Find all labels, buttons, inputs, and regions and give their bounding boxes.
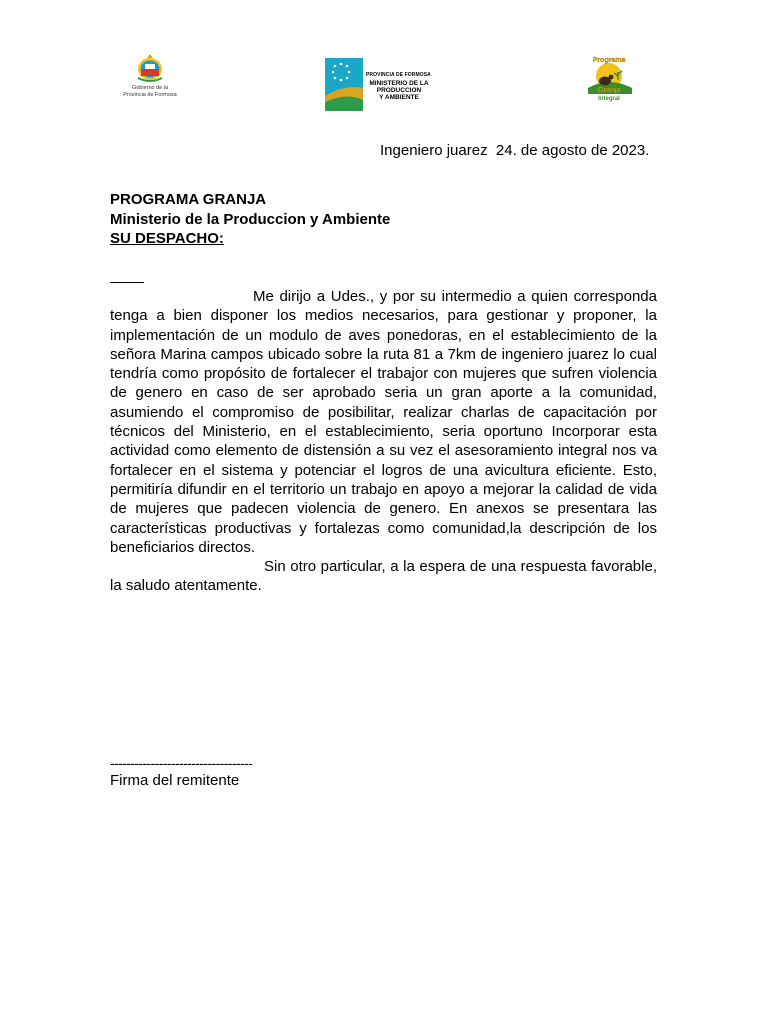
granja-logo-word-1: Programa — [592, 57, 626, 64]
granja-logo-word-2: Granja — [597, 87, 621, 94]
addressee-program: PROGRAMA GRANJA — [110, 191, 267, 208]
ministry-name-line-2: PRODUCCION — [376, 87, 422, 95]
granja-sun-hen-icon — [578, 54, 640, 102]
signature-line: ----------------------------------- — [110, 755, 253, 771]
letter-body — [110, 287, 657, 596]
body-paragraph-1: Me dirijo a Udes., y por su intermedio a quien corresponda tenga a bien disponer los medios necesarios, para gestionar y proponer, la implementación de un modulo de aves ponedoras, en el establecimiento de la señora Marina campos ubicado sobre la ruta 81 a 7km de ingeniero juarez lo cual tendría como propósito de fortalecer el trabajor con mujeres que sufren violencia de genero en caso de ser aprobado seria un gran aporte a la comunidad, asumiendo el compromiso de posibilitar, realizar charlas de capacitación por técnicos del Ministerio, en el establecimiento, seria oportuno Incorporar esta actividad como elemento de distensión a su vez el asesoramiento integral nos va fortalecer en el sistema y potenciar el logros de una avicultura eficiente. Esto, permitiría difundir en el territorio un trabajo en apoyo a mejorar la calidad de vida de mujeres que padecen violencia de genero. En anexos se presentara las características productivas y fortalezas como comunidad,la descripción de los beneficiarios directos. — [110, 288, 657, 556]
government-formosa-logo — [113, 52, 187, 102]
granja-integral-logo — [578, 54, 640, 102]
addressee-despacho: SU DESPACHO: — [110, 230, 224, 247]
ministry-name-line-1: MINISTERIO DE LA — [369, 80, 429, 87]
letter-date: Ingeniero juarez 24. de agosto de 2023. — [380, 142, 650, 159]
formosa-coat-of-arms-icon — [134, 52, 166, 84]
ministry-province-text: PROVINCIA DE FORMOSA — [366, 72, 431, 78]
ministry-name-text — [366, 80, 432, 102]
government-logo-text-2: Provincia de Formosa — [123, 92, 177, 98]
formosa-flag-icon — [325, 58, 363, 111]
ministry-name-line-3: Y AMBIENTE — [379, 94, 419, 102]
body-paragraph-2: Sin otro particular, a la espera de una respuesta favorable, la saludo atentamente. — [110, 558, 657, 595]
government-logo-text-1: Gobierno de la — [131, 85, 169, 91]
separator-line — [110, 282, 144, 283]
addressee-ministry: Ministerio de la Produccion y Ambiente — [110, 211, 391, 228]
signature-label: Firma del remitente — [110, 772, 240, 789]
granja-logo-word-3: Integral — [598, 96, 620, 102]
ministry-logo — [325, 58, 433, 112]
